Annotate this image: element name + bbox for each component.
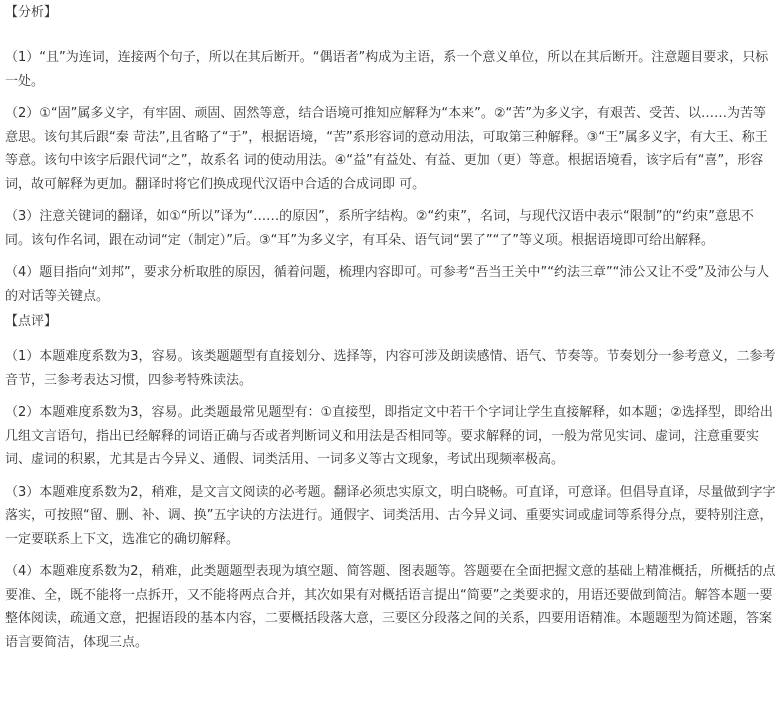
- analysis-paragraph-3: （3）注意关键词的翻译，如①“所以”译为“……的原因”，系所字结构。②“约束”，名词，与现代汉语中表示“限制”的“约束”意思不同。该句作名词，跟在动词“定（制定）”后。③“耳”为多义字，有耳朵、语气词“罢了”“了”等义项。根据语境即可给出解释。: [5, 209, 754, 248]
- review-paragraph-4: （4）本题难度系数为2，稍难，此类题题型表现为填空题、简答题、图表题等。答题要在全面把握文意的基础上精准概括，所概括的点要准、全，既不能将一点拆开，又不能将两点合并，其次如果有对概括语言提出“简要”之类要求的，用语还要做到简洁。解答本题一要整体阅读，疏通文意，把握语段的基本内容，二要概括段落大意，三要区分段落之间的关系，四要用语精准。本题题型为简述题，答案语言要简洁，体现三点。: [5, 564, 776, 650]
- analysis-paragraph-1: （1）“且”为连词，连接两个句子，所以在其后断开。“偶语者”构成为主语，系一个意义单位，所以在其后断开。注意题目要求，只标一处。: [5, 50, 769, 89]
- analysis-paragraph-2: （2）①“固”属多义字，有牢固、顽固、固然等意，结合语境可推知应解释为“本来”。②“苦”为多义字，有艰苦、受苦、以……为苦等意思。该句其后跟“秦 苛法”,且省略了“于”，根据语境，“苦”系形容词的意动用法，可取第三种解释。③“王”属多义字，有大王、称王等意。该句中该字后跟代词“之”，故系名 词的使动用法。④“益”有益处、有益、更加（更）等意。根据语境看，该字后有“喜”，形容词，故可解释为更加。翻译时将它们换成现代汉语中合适的合成词即 可。: [5, 106, 768, 192]
- review-paragraph-1: （1）本题难度系数为3，容易。该类题题型有直接划分、选择等，内容可涉及朗读感情、语气、节奏等。节奏划分一参考意义，二参考音节，三参考表达习惯，四参考特殊读法。: [5, 349, 776, 388]
- review-paragraph-3: （3）本题难度系数为2，稍难，是文言文阅读的必考题。翻译必须忠实原文，明白晓畅。可直译，可意译。但倡导直译，尽量做到字字落实，可按照“留、删、补、调、换”五字诀的方法进行。通假字、词类活用、古今异义词、重要实词或虚词等系得分点，要特别注意，一定要联系上下文，选准它的确切解释。: [5, 484, 776, 547]
- analysis-heading: 【分析】: [5, 5, 58, 20]
- analysis-paragraph-4: （4）题目指向“刘邦”，要求分析取胜的原因，循着问题，梳理内容即可。可参考“吾当王关中”“约法三章”“沛公又让不受”及沛公与人的对话等关键点。: [5, 265, 770, 304]
- review-heading: 【点评】: [5, 314, 58, 329]
- review-paragraph-2: （2）本题难度系数为3，容易。此类题最常见题型有：①直接型，即指定文中若干个字词让学生直接解释，如本题；②选择型，即给出几组文言语句，指出已经解释的词语正确与否或者判断词义和用法是否相同等。要求解释的词，一般为常见实词、虚词，注意重要实词、虚词的积累，尤其是古今异义、通假、词类活用、一词多义等古文现象，考试出现频率极高。: [5, 405, 773, 467]
